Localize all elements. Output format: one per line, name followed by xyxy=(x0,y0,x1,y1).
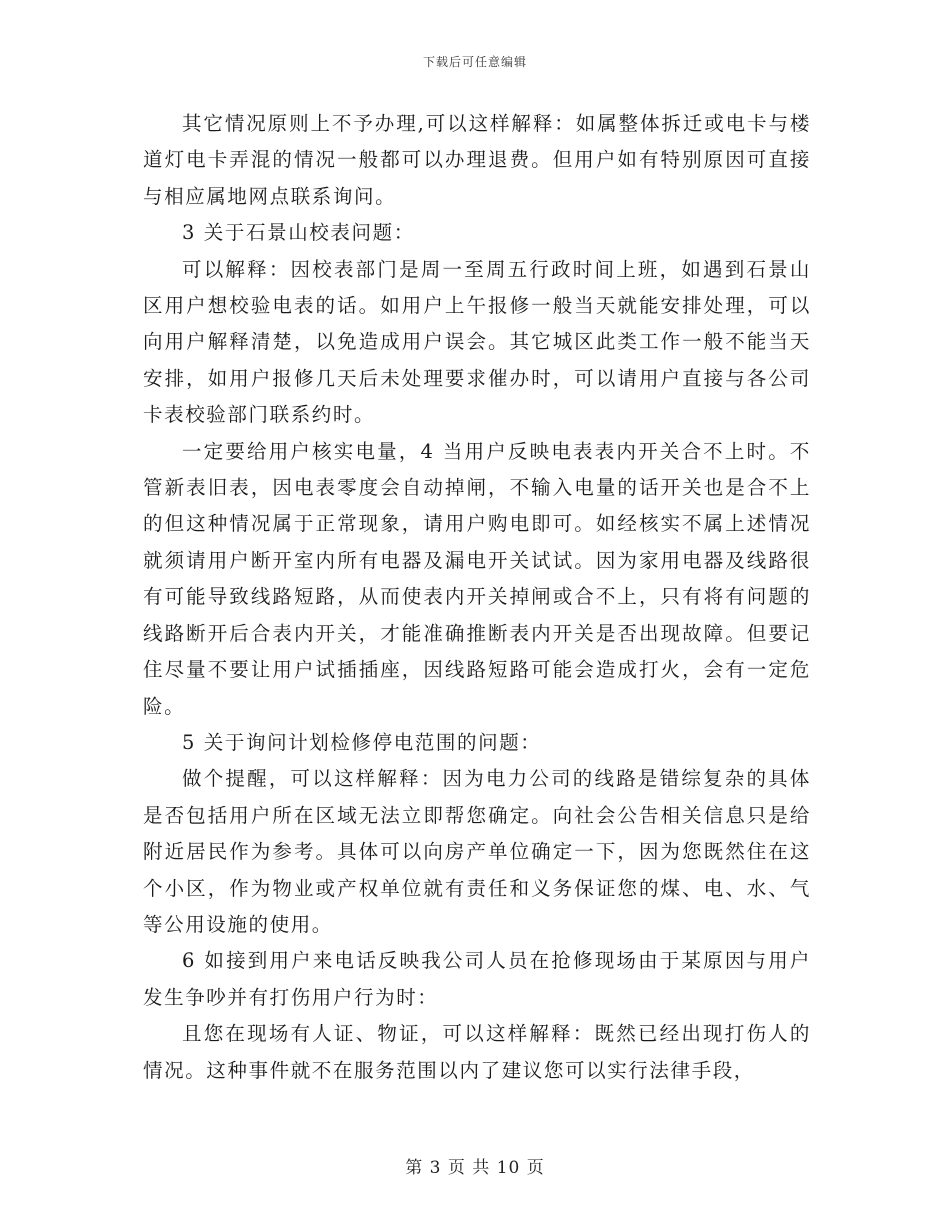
paragraph: 可以解释：因校表部门是周一至周五行政时间上班，如遇到石景山区用户想校验电表的话。如用户上午报修一般当天就能安排处理，可以向用户解释清楚，以免造成用户误会。其它城区此类工作一般不能当天安排，如用户报修几天后未处理要求催办时，可以请用户直接与各公司卡表校验部门联系约时。 xyxy=(143,257,811,427)
document-body xyxy=(143,106,811,1089)
section-heading: 5 关于询问计划检修停电范围的问题： xyxy=(182,730,542,754)
page-number: 第 3 页 共 10 页 xyxy=(405,1158,545,1178)
paragraph: 且您在现场有人证、物证，可以这样解释：既然已经出现打伤人的情况。这种事件就不在服务范围以内了建议您可以实行法律手段， xyxy=(143,1022,811,1082)
section-heading: 6 如接到用户来电话反映我公司人员在抢修现场由于某原因与用户发生争吵并有打伤用户行为时： xyxy=(143,949,811,1009)
paragraph: 其它情况原则上不予办理,可以这样解释：如属整体拆迁或电卡与楼道灯电卡弄混的情况一般都可以办理退费。但用户如有特别原因可直接与相应属地网点联系询问。 xyxy=(143,112,811,208)
paragraph: 做个提醒，可以这样解释：因为电力公司的线路是错综复杂的具体是否包括用户所在区域无法立即帮您确定。向社会公告相关信息只是给附近居民作为参考。具体可以向房产单位确定一下，因为您既然住在这个小区，作为物业或产权单位就有责任和义务保证您的煤、电、水、气等公用设施的使用。 xyxy=(143,767,811,936)
section-heading: 3 关于石景山校表问题： xyxy=(182,221,415,245)
page-header-note: 下载后可任意编辑 xyxy=(422,55,527,69)
paragraph: 一定要给用户核实电量，4 当用户反映电表表内开关合不上时。不管新表旧表，因电表零度会自动掉闸，不输入电量的话开关也是合不上的但这种情况属于正常现象，请用户购电即可。如经核实不属上述情况就须请用户断开室内所有电器及漏电开关试试。因为家用电器及线路很有可能导致线路短路，从而使表内开关掉闸或合不上，只有将有问题的线路断开后合表内开关，才能准确推断表内开关是否出现故障。但要记住尽量不要让用户试插插座，因线路短路可能会造成打火，会有一定危险。 xyxy=(143,439,811,718)
